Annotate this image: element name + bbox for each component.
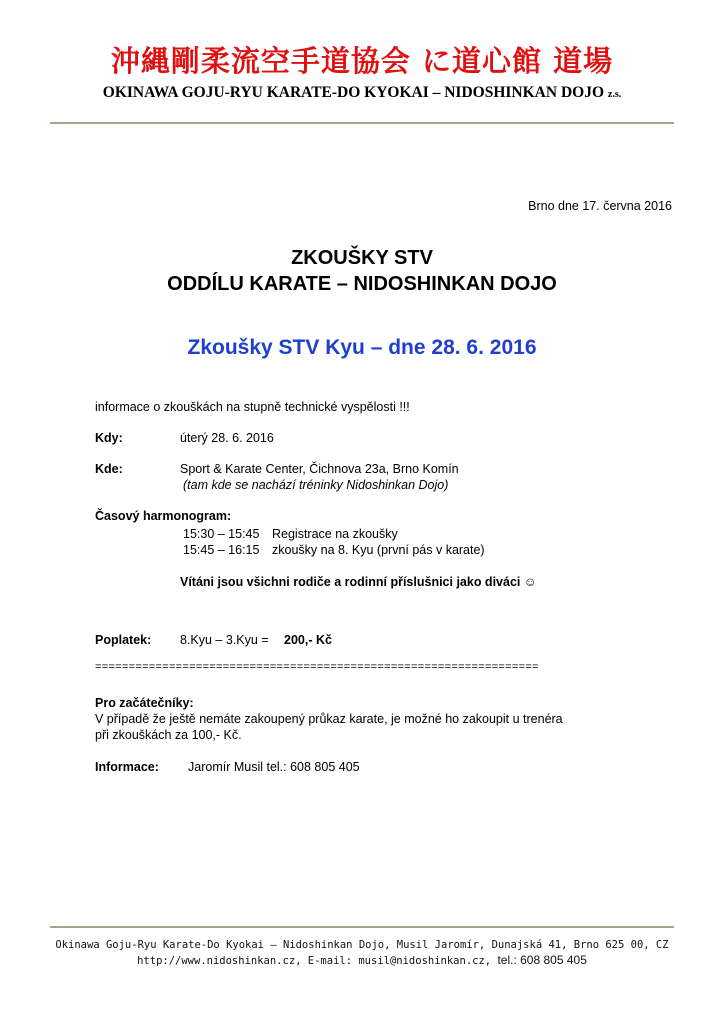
exam-heading: Zkoušky STV Kyu – dne 28. 6. 2016 [187, 336, 537, 359]
welcome-text: Vítáni jsou všichni rodiče a rodinní příslušnici jako diváci ☺ [180, 575, 537, 589]
where-label: Kde: [95, 462, 123, 476]
beginners-text-1: V případě že ještě nemáte zakoupený průkaz karate, je možné ho zakoupit u trenéra [95, 712, 563, 726]
date-line: Brno dne 17. června 2016 [528, 199, 672, 213]
footer-contact [0, 953, 724, 968]
schedule-label: Časový harmonogram: [95, 509, 232, 523]
schedule-time-2: 15:45 – 16:15 [183, 543, 260, 557]
footer-address: Okinawa Goju-Ryu Karate-Do Kyokai – Nidoshinkan Dojo, Musil Jaromír, Dunajská 41, Brno 625 00, CZ [55, 939, 669, 951]
when-value: úterý 28. 6. 2016 [180, 431, 274, 445]
page-title: ZKOUŠKY STV [291, 247, 433, 269]
when-label: Kdy: [95, 431, 123, 445]
page-subtitle: ODDÍLU KARATE – NIDOSHINKAN DOJO [167, 273, 557, 295]
organization-title [0, 83, 724, 105]
intro-text: informace o zkouškách na stupně technické vyspělosti !!! [95, 400, 410, 414]
fee-amount: 200,- Kč [284, 633, 332, 647]
organization-name: OKINAWA GOJU-RYU KARATE-DO KYOKAI – NIDOSHINKAN DOJO [102, 84, 604, 101]
separator-line: ================================================================== [95, 661, 539, 673]
schedule-text-2: zkoušky na 8. Kyu (první pás v karate) [272, 543, 485, 557]
header-divider [50, 122, 674, 124]
info-label: Informace: [95, 760, 159, 774]
footer-web-email: http://www.nidoshinkan.cz, E-mail: musil@nidoshinkan.cz, [137, 955, 492, 967]
fee-label: Poplatek: [95, 633, 152, 647]
where-value: Sport & Karate Center, Čichnova 23a, Brno Komín [180, 462, 459, 476]
japanese-title: 沖縄剛柔流空手道協会 に道心館 道場 [110, 44, 614, 78]
info-value: Jaromír Musil tel.: 608 805 405 [188, 760, 360, 774]
footer-divider [50, 926, 674, 928]
beginners-label: Pro začátečníky: [95, 696, 194, 710]
footer-phone: tel.: 608 805 405 [497, 953, 587, 967]
fee-range: 8.Kyu – 3.Kyu = [180, 633, 269, 647]
schedule-text-1: Registrace na zkoušky [272, 527, 398, 541]
legal-suffix: z.s. [607, 89, 622, 100]
beginners-text-2: při zkouškách za 100,- Kč. [95, 728, 242, 742]
schedule-time-1: 15:30 – 15:45 [183, 527, 260, 541]
where-note: (tam kde se nachází tréninky Nidoshinkan Dojo) [183, 478, 449, 492]
